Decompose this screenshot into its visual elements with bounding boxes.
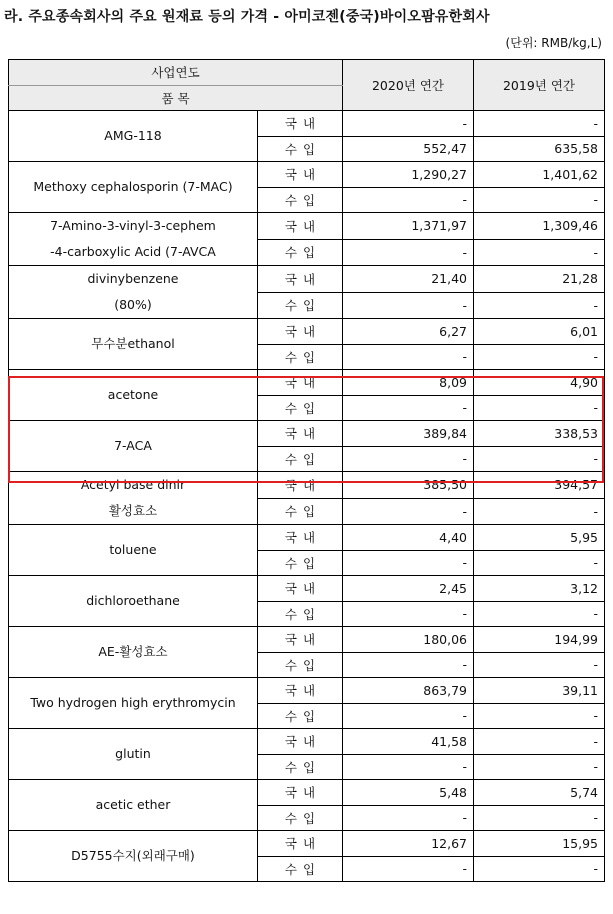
item-name-line: AE-활성효소 xyxy=(98,644,168,659)
value-2019: 39,11 xyxy=(474,678,605,704)
item-name xyxy=(9,576,258,627)
value-2020: 21,40 xyxy=(343,266,474,293)
table-row xyxy=(9,576,605,602)
header-period: 사업연도 xyxy=(9,60,343,86)
item-name-line: Two hydrogen high erythromycin xyxy=(30,695,236,710)
item-name xyxy=(9,729,258,780)
domestic-label: 국내 xyxy=(258,576,343,602)
domestic-label: 국내 xyxy=(258,729,343,755)
table-row xyxy=(9,472,605,499)
item-name xyxy=(9,780,258,831)
header-row-1 xyxy=(9,60,605,86)
item-name-line: glutin xyxy=(115,746,151,761)
value-2019: - xyxy=(474,550,605,576)
value-2019: - xyxy=(474,395,605,421)
value-2020: - xyxy=(343,601,474,627)
value-2020: - xyxy=(343,550,474,576)
value-2020: 41,58 xyxy=(343,729,474,755)
item-name-line: acetic ether xyxy=(95,797,171,812)
value-2020: 8,09 xyxy=(343,370,474,396)
table-row xyxy=(9,678,605,704)
domestic-label: 국내 xyxy=(258,111,343,137)
table-row xyxy=(9,525,605,551)
domestic-label: 국내 xyxy=(258,678,343,704)
value-2019: 3,12 xyxy=(474,576,605,602)
section-title: 라. 주요종속회사의 주요 원재료 등의 가격 - 아미코젠(중국)바이오팜유한회사 xyxy=(4,9,490,25)
value-2020: 4,40 xyxy=(343,525,474,551)
item-name xyxy=(9,213,258,266)
value-2020: - xyxy=(343,805,474,831)
value-2019: 5,74 xyxy=(474,780,605,806)
item-name-line: Methoxy cephalosporin (7-MAC) xyxy=(33,179,233,194)
domestic-label: 국내 xyxy=(258,266,343,293)
item-name-line: (80%) xyxy=(114,297,152,312)
value-2019: - xyxy=(474,754,605,780)
value-2019: 15,95 xyxy=(474,831,605,857)
import-label: 수입 xyxy=(258,805,343,831)
import-label: 수입 xyxy=(258,856,343,882)
item-name-line: Acetyl base dinir xyxy=(80,477,186,492)
unit-note: (단위: RMB/kg,L) xyxy=(505,36,602,50)
value-2019: - xyxy=(474,344,605,370)
value-2019: - xyxy=(474,187,605,213)
value-2019: 1,309,46 xyxy=(474,213,605,240)
value-2019: 194,99 xyxy=(474,627,605,653)
table-row xyxy=(9,831,605,857)
value-2020: - xyxy=(343,292,474,319)
item-name-line: AMG-118 xyxy=(104,128,162,143)
item-name xyxy=(9,525,258,576)
value-2019: - xyxy=(474,292,605,319)
table-row xyxy=(9,627,605,653)
domestic-label: 국내 xyxy=(258,525,343,551)
item-name xyxy=(9,472,258,525)
import-label: 수입 xyxy=(258,498,343,525)
item-name xyxy=(9,421,258,472)
value-2019: - xyxy=(474,805,605,831)
value-2020: 389,84 xyxy=(343,421,474,447)
import-label: 수입 xyxy=(258,703,343,729)
item-name xyxy=(9,319,258,370)
value-2020: - xyxy=(343,856,474,882)
value-2019: - xyxy=(474,729,605,755)
domestic-label: 국내 xyxy=(258,162,343,188)
value-2019: 4,90 xyxy=(474,370,605,396)
value-2020: - xyxy=(343,111,474,137)
import-label: 수입 xyxy=(258,446,343,472)
value-2020: 180,06 xyxy=(343,627,474,653)
value-2019: - xyxy=(474,703,605,729)
import-label: 수입 xyxy=(258,754,343,780)
header-item: 품 목 xyxy=(9,85,343,111)
table-row xyxy=(9,319,605,345)
table-body xyxy=(9,111,605,882)
item-name xyxy=(9,162,258,213)
table-row xyxy=(9,111,605,137)
item-name xyxy=(9,111,258,162)
import-label: 수입 xyxy=(258,550,343,576)
value-2020: 1,371,97 xyxy=(343,213,474,240)
value-2020: 1,290,27 xyxy=(343,162,474,188)
value-2019: - xyxy=(474,111,605,137)
item-name-line: 7-ACA xyxy=(114,438,152,453)
item-name xyxy=(9,627,258,678)
table-row xyxy=(9,421,605,447)
price-table xyxy=(8,59,605,882)
item-name-line: toluene xyxy=(109,542,157,557)
import-label: 수입 xyxy=(258,601,343,627)
value-2020: - xyxy=(343,703,474,729)
value-2020: 863,79 xyxy=(343,678,474,704)
value-2020: 12,67 xyxy=(343,831,474,857)
value-2019: 1,401,62 xyxy=(474,162,605,188)
domestic-label: 국내 xyxy=(258,627,343,653)
table-row xyxy=(9,162,605,188)
item-name-line: -4-carboxylic Acid (7-AVCA xyxy=(50,244,216,259)
value-2020: - xyxy=(343,754,474,780)
item-name-line: divinybenzene xyxy=(87,271,179,286)
table-row xyxy=(9,729,605,755)
value-2020: - xyxy=(343,395,474,421)
value-2020: 5,48 xyxy=(343,780,474,806)
import-label: 수입 xyxy=(258,652,343,678)
item-name xyxy=(9,370,258,421)
value-2020: - xyxy=(343,187,474,213)
value-2020: 6,27 xyxy=(343,319,474,345)
header-2019: 2019년 연간 xyxy=(474,60,605,111)
item-name-line: 무수분ethanol xyxy=(91,336,175,351)
item-name-line: 7-Amino-3-vinyl-3-cephem xyxy=(50,218,216,233)
item-name xyxy=(9,678,258,729)
domestic-label: 국내 xyxy=(258,213,343,240)
import-label: 수입 xyxy=(258,187,343,213)
import-label: 수입 xyxy=(258,239,343,266)
import-label: 수입 xyxy=(258,292,343,319)
value-2019: 5,95 xyxy=(474,525,605,551)
value-2020: - xyxy=(343,239,474,266)
table-row xyxy=(9,266,605,293)
item-name-line: D5755수지(외래구매) xyxy=(71,848,195,863)
domestic-label: 국내 xyxy=(258,421,343,447)
value-2019: 6,01 xyxy=(474,319,605,345)
import-label: 수입 xyxy=(258,344,343,370)
domestic-label: 국내 xyxy=(258,319,343,345)
value-2020: 552,47 xyxy=(343,136,474,162)
domestic-label: 국내 xyxy=(258,370,343,396)
value-2019: - xyxy=(474,652,605,678)
item-name-line: acetone xyxy=(107,387,159,402)
value-2019: 21,28 xyxy=(474,266,605,293)
table-row xyxy=(9,370,605,396)
value-2019: 338,53 xyxy=(474,421,605,447)
domestic-label: 국내 xyxy=(258,831,343,857)
value-2019: - xyxy=(474,446,605,472)
value-2019: 635,58 xyxy=(474,136,605,162)
domestic-label: 국내 xyxy=(258,472,343,499)
item-name-line: dichloroethane xyxy=(86,593,180,608)
table-row xyxy=(9,213,605,240)
header-2020: 2020년 연간 xyxy=(343,60,474,111)
value-2019: - xyxy=(474,601,605,627)
value-2020: 385,50 xyxy=(343,472,474,499)
value-2020: - xyxy=(343,446,474,472)
item-name-line: 활성효소 xyxy=(108,503,158,518)
value-2019: 394,57 xyxy=(474,472,605,499)
item-name xyxy=(9,831,258,882)
import-label: 수입 xyxy=(258,395,343,421)
value-2020: 2,45 xyxy=(343,576,474,602)
value-2020: - xyxy=(343,498,474,525)
table-row xyxy=(9,780,605,806)
value-2019: - xyxy=(474,498,605,525)
value-2020: - xyxy=(343,344,474,370)
item-name xyxy=(9,266,258,319)
import-label: 수입 xyxy=(258,136,343,162)
value-2020: - xyxy=(343,652,474,678)
value-2019: - xyxy=(474,239,605,266)
value-2019: - xyxy=(474,856,605,882)
domestic-label: 국내 xyxy=(258,780,343,806)
